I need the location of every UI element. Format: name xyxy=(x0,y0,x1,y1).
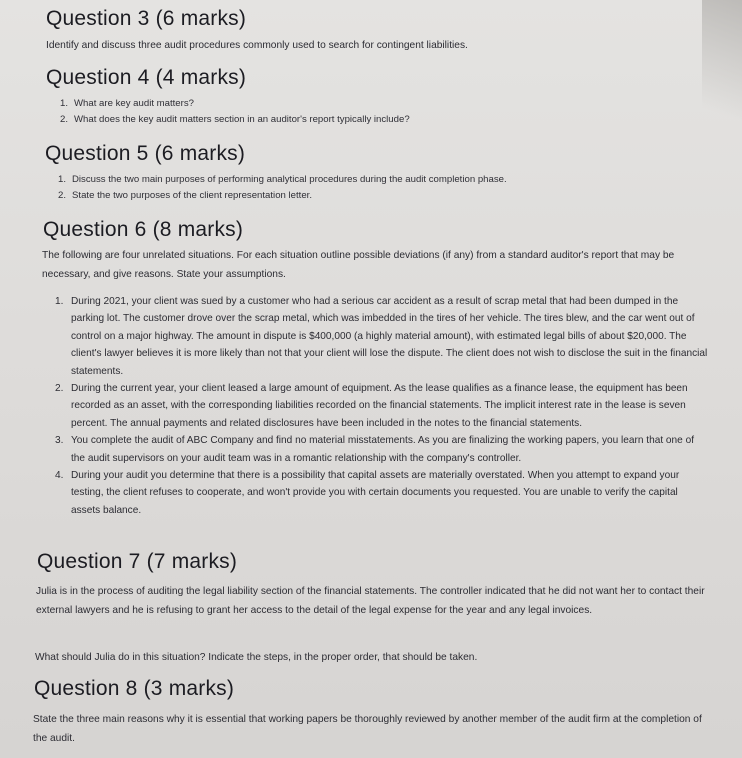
question-4-list xyxy=(60,96,720,128)
question-6-heading: Question 6 (8 marks) xyxy=(43,218,244,241)
question-7-text: Julia is in the process of auditing the legal liability section of the financial statements. The controller indicated that he did not want her to contact their external lawyers and he is refusing to grant her access to the detail of the legal expense for the year and any legal invoices. xyxy=(36,586,705,616)
question-6-item: 4. During your audit you determine that there is a possibility that capital assets are materially overstated. When you attempt to expand your testing, the client refuses to cooperate, and won't provide you with certain documents you requested. You are unable to verify the capital assets balance. xyxy=(55,470,680,516)
question-8-text: State the three main reasons why it is essential that working papers be thoroughly reviewed by another member of the audit firm at the completion of the audit. xyxy=(33,714,702,744)
question-6-item: 2. During the current year, your client leased a large amount of equipment. As the lease qualifies as a finance lease, the equipment has been recorded as an asset, with the corresponding liabilities recorded on the financial statements. The implicit interest rate in the lease is seven percent. The annual payments and related disclosures have been included in the notes to the financial statements. xyxy=(55,383,688,429)
question-5-item: 2. State the two purposes of the client representation letter. xyxy=(58,190,312,201)
question-8-heading: Question 8 (3 marks) xyxy=(34,677,235,700)
question-5-heading: Question 5 (6 marks) xyxy=(45,142,246,165)
question-5-list xyxy=(58,172,723,204)
question-7-question: What should Julia do in this situation? Indicate the steps, in the proper order, that should be taken. xyxy=(35,652,478,663)
question-3-text: Identify and discuss three audit procedures commonly used to search for contingent liabilities. xyxy=(46,40,468,51)
question-6-list xyxy=(55,293,708,519)
question-6-item: 1. During 2021, your client was sued by a customer who had a serious car accident as a result of scrap metal that had been dumped in the parking lot. The customer drove over the scrap metal, which was imbedded in the tires of her vehicle. The tires blew, and the car went out of control on a major highway. The amount in dispute is $400,000 (a highly material amount), with estimated legal bills of about $20,000. The client's lawyer believes it is more likely than not that your client will lose the dispute. The client does not wish to disclose the suit in the financial statements. xyxy=(55,296,708,377)
page-shadow xyxy=(702,0,742,160)
question-4-heading: Question 4 (4 marks) xyxy=(46,66,247,89)
question-6-intro: The following are four unrelated situations. For each situation outline possible deviations (if any) from a standard auditor's report that may be necessary, and give reasons. State your assumptions. xyxy=(42,250,675,280)
question-4-item: 2. What does the key audit matters section in an auditor's report typically include? xyxy=(60,114,410,125)
question-7-heading: Question 7 (7 marks) xyxy=(37,550,238,573)
question-6-item: 3. You complete the audit of ABC Company and find no material misstatements. As you are finalizing the working papers, you learn that one of the audit supervisors on your audit team was in a romantic relationship with the company's controller. xyxy=(55,435,694,464)
question-3-heading: Question 3 (6 marks) xyxy=(46,7,247,30)
question-5-item: 1. Discuss the two main purposes of performing analytical procedures during the audit completion phase. xyxy=(58,174,507,185)
question-4-item: 1. What are key audit matters? xyxy=(60,98,194,109)
